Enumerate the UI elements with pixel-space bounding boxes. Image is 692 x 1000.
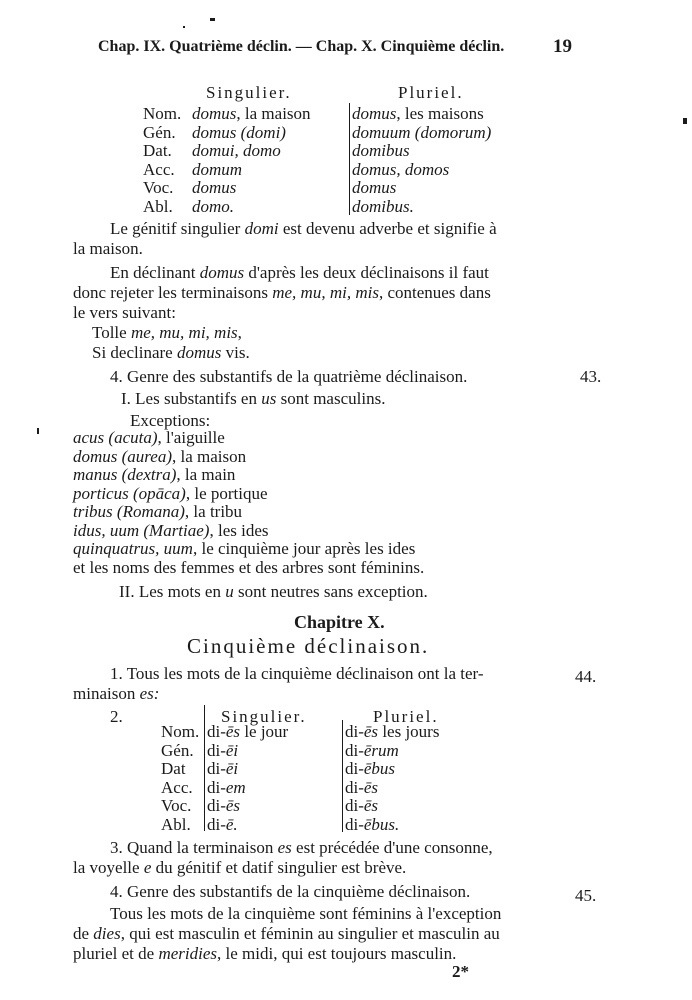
- chapter-label: Chapitre X.: [294, 612, 385, 632]
- exception-item: domus (aurea), la maison: [73, 446, 247, 466]
- table1-plural-cell: domibus: [352, 141, 410, 160]
- table1-case-label: Voc.: [143, 178, 174, 197]
- table1-case-label: Dat.: [143, 141, 172, 160]
- print-mark: [183, 26, 185, 28]
- table1-plural-cell: domuum (domorum): [352, 122, 492, 142]
- table1-singular-cell: domus (domi): [192, 122, 286, 142]
- table1-case-label: Acc.: [143, 159, 175, 179]
- table1-singular-cell: domo.: [192, 196, 235, 216]
- table1-singular-cell: domus: [192, 178, 237, 197]
- table2-plural-cell: di-ēs les jours: [345, 722, 440, 741]
- table2-singular-cell: di-ē.: [207, 814, 238, 834]
- table2-plural-cell: di-ēbus: [345, 759, 396, 778]
- print-mark: [210, 18, 215, 21]
- table2-case-label: Abl.: [161, 814, 191, 834]
- table2-singular-cell: di-ēi: [207, 759, 239, 778]
- rule-masculine: I. Les substantifs en us sont masculins.: [121, 389, 386, 408]
- exception-item: quinquatrus, uum, le cinquième jour après les ides: [73, 539, 416, 558]
- table1-case-label: Nom.: [143, 104, 182, 123]
- paragraph-declinant-line: En déclinant domus d'après les deux déclinaisons il faut: [110, 263, 489, 282]
- margin-number-43: 43.: [580, 367, 602, 386]
- margin-number-44: 44.: [575, 667, 597, 686]
- paragraph-genitif-line: la maison.: [73, 239, 143, 258]
- table1-plural-cell: domus: [352, 178, 397, 197]
- table2-left-divider: [204, 705, 205, 831]
- margin-number-45: 45.: [575, 886, 597, 905]
- table1-divider: [349, 103, 350, 215]
- table1-case-label: Abl.: [143, 196, 173, 216]
- table1-head-singular: Singulier.: [206, 83, 292, 102]
- running-title: Chap. IX. Quatrième déclin. — Chap. X. Cinquième déclin.: [98, 38, 505, 55]
- table2-case-label: Nom.: [161, 722, 200, 741]
- section-4-gender-fourth: 4. Genre des substantifs de la quatrième déclinaison.: [110, 367, 468, 386]
- table1-plural-cell: domus, les maisons: [352, 104, 484, 123]
- exception-item: idus, uum (Martiae), les ides: [73, 520, 269, 540]
- print-mark: [37, 428, 39, 434]
- signature-mark: 2*: [452, 962, 469, 981]
- exception-item: acus (acuta), l'aiguille: [73, 428, 225, 447]
- exceptions-continuation: et les noms des femmes et des arbres sont féminins.: [73, 558, 425, 577]
- table1-head-plural: Pluriel.: [398, 83, 464, 102]
- section-3-line: 3. Quand la terminaison es est précédée d'une consonne,: [110, 838, 493, 857]
- table2-singular-cell: di-ēi: [207, 740, 239, 760]
- table2-singular-cell: di-ēs le jour: [207, 722, 289, 741]
- table2-plural-cell: di-ēbus.: [345, 814, 400, 834]
- table2-head-singular: Singulier.: [221, 707, 307, 726]
- section-1-line: 1. Tous les mots de la cinquième déclinaison ont la ter-: [110, 664, 484, 683]
- final-paragraph-line: de dies, qui est masculin et féminin au singulier et masculin au: [73, 924, 500, 943]
- page-number: 19: [553, 36, 572, 57]
- section-1-line: minaison es:: [73, 684, 160, 703]
- table2-head-plural: Pluriel.: [373, 707, 439, 726]
- paragraph-genitif-line: Le génitif singulier domi est devenu adverbe et signifie à: [110, 219, 497, 238]
- table1-plural-cell: domus, domos: [352, 159, 450, 179]
- table2-case-label: Acc.: [161, 777, 193, 797]
- chapter-title: Cinquième déclinaison.: [187, 634, 430, 658]
- table2-singular-cell: di-ēs: [207, 796, 241, 815]
- section-3-line: la voyelle e du génitif et datif singulier est brève.: [73, 858, 407, 877]
- paragraph-declinant-line: le vers suivant:: [73, 303, 176, 322]
- table1-singular-cell: domum: [192, 159, 243, 179]
- table1-singular-cell: domui, domo: [192, 141, 281, 160]
- table2-plural-cell: di-ēs: [345, 796, 379, 815]
- exceptions-heading: Exceptions:: [130, 411, 211, 430]
- exception-item: manus (dextra), la main: [73, 465, 236, 484]
- section-2-number: 2.: [110, 707, 123, 726]
- verse-line: Si declinare domus vis.: [92, 343, 250, 362]
- final-paragraph-line: pluriel et de meridies, le midi, qui est toujours masculin.: [73, 944, 457, 963]
- table2-right-divider: [342, 720, 343, 832]
- exception-item: tribus (Romana), la tribu: [73, 502, 243, 521]
- table1-case-label: Gén.: [143, 122, 176, 142]
- table2-case-label: Gén.: [161, 740, 194, 760]
- verse-line: Tolle me, mu, mi, mis,: [92, 323, 242, 342]
- table1-plural-cell: domibus.: [352, 196, 414, 216]
- rule-neuter: II. Les mots en u sont neutres sans exception.: [119, 582, 428, 601]
- exception-item: porticus (opāca), le portique: [73, 483, 268, 503]
- section-4-gender-fifth: 4. Genre des substantifs de la cinquième déclinaison.: [110, 882, 471, 901]
- paragraph-declinant-line: donc rejeter les terminaisons me, mu, mi, mis, contenues dans: [73, 283, 491, 302]
- table2-case-label: Dat: [161, 759, 186, 778]
- print-mark: [683, 118, 687, 124]
- final-paragraph-line: Tous les mots de la cinquième sont féminins à l'exception: [110, 904, 502, 923]
- table2-plural-cell: di-ērum: [345, 740, 399, 760]
- table2-case-label: Voc.: [161, 796, 192, 815]
- table2-singular-cell: di-em: [207, 777, 246, 797]
- table2-plural-cell: di-ēs: [345, 777, 379, 797]
- table1-singular-cell: domus, la maison: [192, 104, 311, 123]
